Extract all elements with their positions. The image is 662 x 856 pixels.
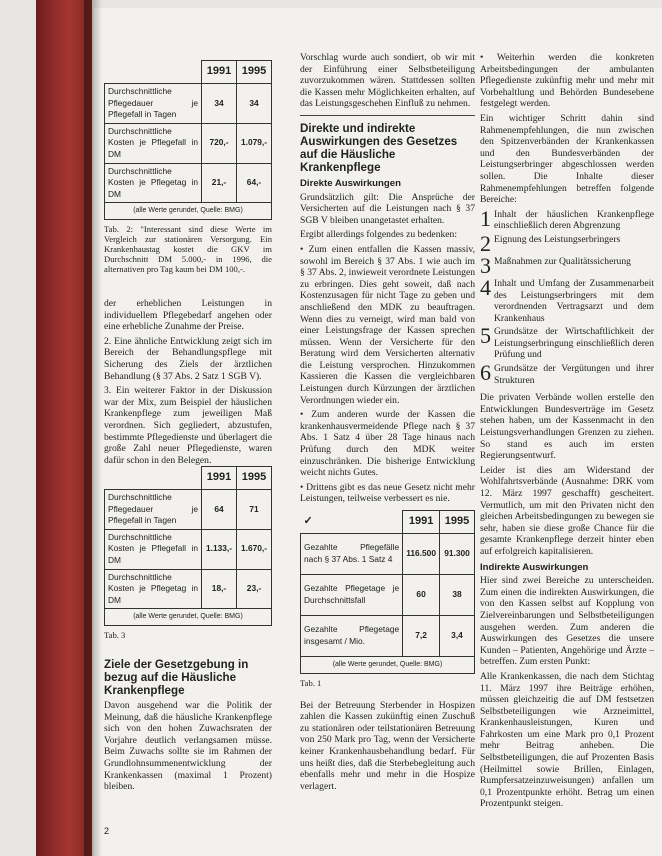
- table-source-note: (alle Werte gerundet, Quelle: BMG): [300, 657, 475, 674]
- table-cell-value: 18,-: [202, 569, 237, 609]
- table-cell-value: 34: [237, 84, 272, 124]
- table-caption: Tab. 3: [104, 629, 126, 640]
- table-caption: Tab. 1: [300, 677, 322, 688]
- list-number: 5: [480, 323, 491, 349]
- paragraph: Ergibt allerdings folgendes zu bedenken:: [300, 229, 458, 241]
- paragraph: Leider ist dies am Widerstand der Wohlfahrtsverbände (Ausnahme: DRK vom 12. März 1997 geschafft) gescheitert. Vermutlich, um mit den Privaten nicht den gleichen Arbeitsbedingungen zu bewegen sie sehr, haben sie diese große Chance für die gesamte Krankenpflege derzeit hinter eben auf erfolgreich kapitalisieren.: [480, 464, 654, 557]
- divider: [300, 115, 475, 116]
- section-heading: Direkte und indirekte Auswirkungen des Gesetzes auf die Häusliche Krankenpflege: [300, 121, 458, 174]
- table-cell-value: 91.300: [440, 534, 475, 575]
- table-row: [105, 569, 272, 609]
- column-2-table: [300, 510, 475, 795]
- table-cell-value: 3,4: [440, 616, 475, 657]
- list-text: Maßnahmen zur Qualitätssicherung: [494, 255, 631, 267]
- paragraph: 3. Ein weiterer Faktor in der Diskussion war der Mix, zum Beispiel der häuslichen Krankenpflege zum jeweiligen Maß verordnen. Sich gegliedert, abzustufen, bestimmte Pflegedienste und überlagert die große Zahl neuer Pflegedienste, waren dafür schon in den Belegen.: [104, 385, 272, 466]
- table-cell-value: 116.500: [403, 534, 440, 575]
- table-year-header: 1995: [237, 467, 272, 490]
- paragraph: • Zum einen entfallen die Kassen massiv, sowohl im Bereich § 37 Abs. 1 wie auch im § 37 Abs. 2, inwieweit verordnete Leistungen zu erbringen. Dies geht soweit, daß nach Kostenzusagen für nicht Tage zu geben und anschließend den MDK zu beauftragen. Wenn dies zu verneigt, wird man bald von einer Leistungsfrage der Kassen sprechen müssen. Wenn der Versicherte für den Beratung wird dem Versicherten alternativ die Leistung versprochen. Hinzukommen Kassieren die Kassen die vergleichbaren Leistungen durch Kürzungen der ärztlichen Verordnungen wieder ein.: [300, 243, 475, 406]
- gutter-shadow: [84, 0, 102, 856]
- table-year-header: 1995: [440, 511, 475, 534]
- paragraph: Vorschlag wurde auch sondiert, ob wir mit der Einführung einer Selbstbeteiligung zuvorzukommen wären. Stattdessen sollten die Kassen mehr Möglichkeiten erhalten, auf das Leistungsgeschehen Einfluß zu nehmen.: [300, 52, 475, 110]
- table-cell-value: 7,2: [403, 616, 440, 657]
- table-cell-value: 71: [237, 490, 272, 530]
- list-number: 4: [480, 274, 491, 300]
- table-caption: Tab. 2: "Interessant sind diese Werte im Vergleich zur stationären Versorgung. Ein Krankenhaustag kostet die GKV im Durchschnitt DM 5.000,- in 1996, die alternativen pro Tag kaum bei DM 100,-.: [104, 223, 272, 274]
- list-text: Grundsätze der Vergütungen und ihrer Strukturen: [494, 363, 654, 386]
- table-2: [104, 60, 272, 203]
- table-3: [104, 466, 272, 609]
- table-year-header: 1995: [237, 61, 272, 84]
- page-number: 2: [104, 826, 110, 836]
- paragraph: Davon ausgehend war die Politik der Meinung, daß die häusliche Krankenpflege sich von den hohen Zuwachsraten der Vorjahre deutlich verlangsamen müsse. Beim Zuwachs sollte sie im Rahmen der Grundlohnsummenentwicklung der Krankenkassen (maximal 1 Prozent) bleiben.: [104, 699, 272, 793]
- section-heading: Ziele der Gesetzgebung in bezug auf die Häusliche Krankenpflege: [104, 657, 249, 697]
- table-cell-label: Durchschnittliche Kosten je Pflegetag in DM: [105, 163, 202, 203]
- column-2: [300, 52, 475, 508]
- table-cell-value: 38: [440, 575, 475, 616]
- list-text: Eignung des Leistungserbringers: [494, 233, 621, 245]
- paragraph: Bei der Betreuung Sterbender in Hospizen zahlen die Kassen zukünftig einen Zuschuß zu stationären oder teilstationären Betreuung von 250 Mark pro Tag, wenn der Versicherte keiner Krankenhausbehandlung bedarf. Für uns heißt dies, daß die Sterbebegleitung auch ebenfalls mehr und mehr in die Hospize verlagert.: [300, 699, 475, 792]
- list-text: Inhalt der häuslichen Krankenpflege einschließlich deren Abgrenzung: [494, 208, 654, 232]
- paragraph: Die privaten Verbände wollen erstelle den Entwicklungen Bundesverträge im Gesetz stehen haben, um der Kassenmacht in den Leistungsverhandlungen Grenzen zu ziehen. So stand es auch im ersten Regierungsentwurf.: [480, 392, 654, 462]
- list-number: 6: [480, 360, 491, 386]
- list-text: Inhalt und Umfang der Zusammenarbeit des Leistungserbringers mit dem verordnenden Vertragsarzt und dem Krankenhaus: [494, 277, 654, 324]
- table-row: [301, 616, 475, 657]
- table-row: [105, 490, 272, 530]
- table-cell-value: 21,-: [202, 163, 237, 203]
- table-cell-value: 60: [403, 575, 440, 616]
- table-cell-value: 1.670,-: [237, 529, 272, 569]
- paragraph: • Drittens gibt es das neue Gesetz nicht mehr Leistungen, teilweise verbessert es nie.: [300, 481, 475, 505]
- table-1: ✓ 1991 1995 Gezahlte Pflegefälle nach § 37 Abs. 1 Satz 4 116.500 91.300 Gezahlte Pflegetage je Durchschnittsfall 60 38 Gezahlte Pflegetage insgesamt / Mio. 7,2 3,4: [300, 510, 475, 657]
- table-row: [301, 534, 475, 575]
- table-cell-value: 1.079,-: [237, 123, 272, 163]
- column-3: [480, 52, 654, 813]
- table-cell-label: Gezahlte Pflegefälle nach § 37 Abs. 1 Satz 4: [301, 534, 403, 575]
- table-year-header: 1991: [202, 61, 237, 84]
- table-cell-label: Durchschnittliche Pflegedauer je Pflegefall in Tagen: [105, 490, 202, 530]
- paragraph: • Zum anderen wurde der Kassen die krankenhausvermeidende Pflege nach § 37 Abs. 1 Satz 4 über 28 Tage hinaus nach Prüfung durch den MDK weiter einzuschränken. Die bisherige Entwicklung weicht nichts Gutes.: [300, 409, 475, 479]
- column-1-text: [104, 298, 272, 469]
- table-cell-value: 34: [202, 84, 237, 124]
- table-source-note: (alle Werte gerundet, Quelle: BMG): [104, 203, 272, 220]
- list-item: [480, 323, 654, 361]
- paragraph: Grundsätzlich gilt: Die Ansprüche der Versicherten auf die Leistungen nach § 37 SGB V bleiben unangetastet erhalten.: [300, 191, 475, 226]
- list-number: 3: [480, 252, 491, 278]
- table-cell-value: 23,-: [237, 569, 272, 609]
- table-row: [105, 163, 272, 203]
- paragraph: • Weiterhin werden die konkreten Arbeitsbedingungen der ambulanten Pflegedienste zukünftig mehr und mehr mit Vorbehaltlung und Behörden Bundesebene festgelegt werden.: [480, 52, 654, 110]
- list-item: [480, 205, 654, 232]
- table-cell-value: 64: [202, 490, 237, 530]
- subsection-heading: Indirekte Auswirkungen: [480, 561, 589, 573]
- list-item: [480, 230, 654, 256]
- table-year-header: 1991: [202, 467, 237, 490]
- table-source-note: (alle Werte gerundet, Quelle: BMG): [104, 609, 272, 626]
- paragraph: Hier sind zwei Bereiche zu unterscheiden. Zum einen die indirekten Auswirkungen, die von den Kassen selbst auf Kopplung von Zielvereinbarungen und Selbstbeteiligungen ausgehen werden. Zum anderen die Auswirkungen des Gesetzes die unsere Kunden – Patienten, Angehörige und Ärzte – betreffen. Zum ersten Punkt:: [480, 575, 654, 668]
- list-item: [480, 274, 654, 324]
- table-row: [105, 529, 272, 569]
- table-row: [105, 84, 272, 124]
- paragraph: Alle Krankenkassen, die nach dem Stichtag 11. März 1997 ihre Beiträge erhöhen, müssen gleichzeitig die auf DM festsetzen Selbstbeteiligungen wie Arzneimittel, Krankenhausleistungen, Kuren und Fahrkosten um eine Mark pro 0,1 Prozent mehr Beitrag anheben. Die Selbstbeteiligungen, die auf Prozenten Basis (Heilmittel sowie Brillen, Einlagen, Rumpfersatzeinzuweisungen) anfallen um 0,1 Prozentpunkte erhöht. Betrag um einen Prozentpunkt steigen.: [480, 670, 654, 810]
- list-number: 1: [480, 205, 491, 231]
- list-text: Grundsätze der Wirtschaftlichkeit der Leistungserbringung einschließlich deren Prüfung und: [494, 326, 654, 361]
- table-cell-label: Durchschnittliche Pflegedauer je Pflegefall in Tagen: [105, 84, 202, 124]
- subsection-heading: Direkte Auswirkungen: [300, 177, 401, 189]
- table-cell-label: Durchschnittliche Kosten je Pflegefall in DM: [105, 123, 202, 163]
- column-1-table: [104, 466, 272, 793]
- list-item: [480, 252, 654, 278]
- table-cell-label: Gezahlte Pflegetage insgesamt / Mio.: [301, 616, 403, 657]
- table-row: [301, 575, 475, 616]
- table-cell-label: Durchschnittliche Kosten je Pflegefall in DM: [105, 529, 202, 569]
- table-cell-label: Gezahlte Pflegetage je Durchschnittsfall: [301, 575, 403, 616]
- table-year-header: 1991: [403, 511, 440, 534]
- table-cell-label: Durchschnittliche Kosten je Pflegetag in DM: [105, 569, 202, 609]
- table-cell-value: 720,-: [202, 123, 237, 163]
- list-number: 2: [480, 230, 491, 256]
- list-item: [480, 360, 654, 386]
- paragraph: 2. Eine ähnliche Entwicklung zeigt sich im Bereich der Behandlungspflege mit Sicherung des Ziels der ärztlichen Behandlung (§ 37 Abs. 2 Satz 1 SGB V).: [104, 335, 272, 382]
- table-row: [105, 123, 272, 163]
- table-cell-value: 1.133,-: [202, 529, 237, 569]
- paragraph: der erheblichen Leistungen in individuellem Pflegebedarf angehen oder eine erhebliche Zunahme der Preise.: [104, 298, 272, 333]
- paragraph: Ein wichtiger Schritt dahin sind Rahmenempfehlungen, die nun zwischen den Spitzenverbänden der Krankenkassen und den Bundesverbänden der Leistungserbringer abgeschlossen werden sollen. Die Inhalte dieser Rahmenempfehlungen betreffen folgende Bereiche:: [480, 112, 654, 206]
- column-1: [104, 60, 272, 274]
- table-cell-value: 64,-: [237, 163, 272, 203]
